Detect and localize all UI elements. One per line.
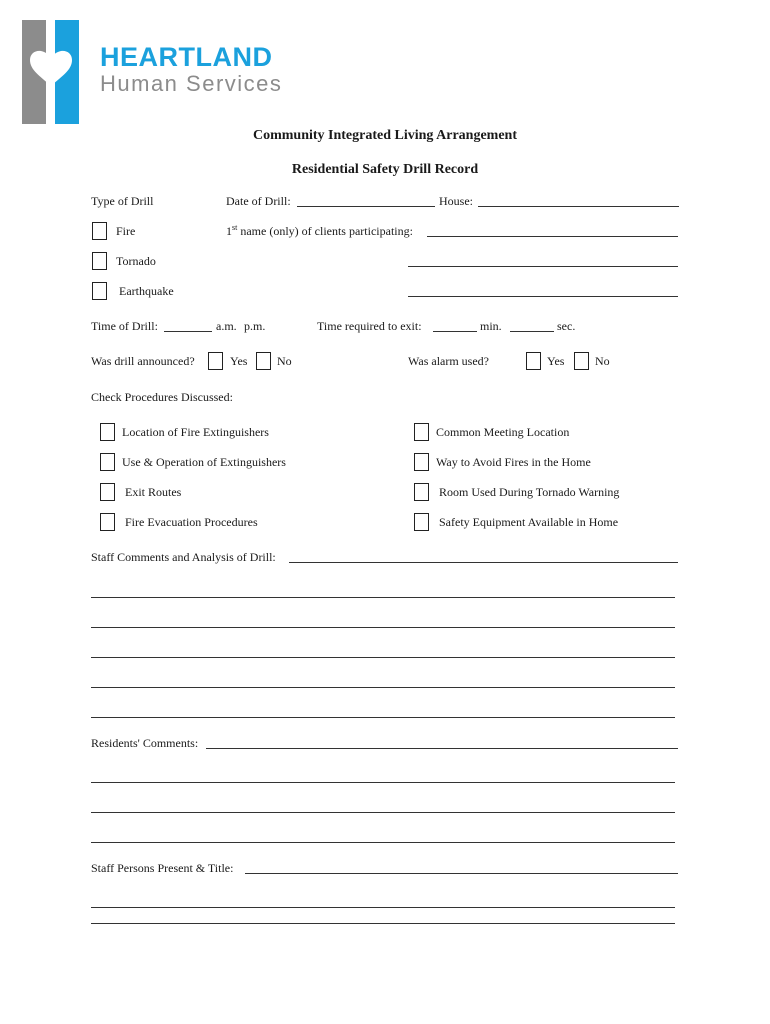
fire-checkbox[interactable] [92, 222, 107, 240]
time-of-drill-label: Time of Drill: [91, 319, 158, 333]
procedure-extinguisher-use-checkbox[interactable] [100, 453, 115, 471]
clients-field-3[interactable] [408, 296, 678, 297]
tornado-label: Tornado [116, 254, 156, 268]
pm-label: p.m. [244, 319, 266, 333]
time-required-label: Time required to exit: [317, 319, 422, 333]
form-title: Community Integrated Living Arrangement [252, 128, 518, 143]
staff-comments-line[interactable] [91, 717, 675, 718]
procedure-fire-evacuation-checkbox[interactable] [100, 513, 115, 531]
procedure-exit-routes-checkbox[interactable] [100, 483, 115, 501]
procedures-label: Check Procedures Discussed: [91, 390, 233, 404]
drill-announced-label: Was drill announced? [91, 354, 195, 368]
alarm-no-checkbox[interactable] [574, 352, 589, 370]
procedure-meeting-location-checkbox[interactable] [414, 423, 429, 441]
staff-comments-field[interactable] [289, 562, 678, 563]
residents-comments-line[interactable] [91, 782, 675, 783]
heartland-logo-icon [22, 20, 82, 124]
announced-no-checkbox[interactable] [256, 352, 271, 370]
min-label: min. [480, 319, 502, 333]
date-of-drill-label: Date of Drill: [226, 194, 291, 208]
procedure-label: Fire Evacuation Procedures [125, 515, 258, 529]
procedure-label: Location of Fire Extinguishers [122, 425, 269, 439]
logo [22, 20, 302, 124]
alarm-no-label: No [595, 354, 610, 368]
staff-comments-line[interactable] [91, 657, 675, 658]
procedure-label: Use & Operation of Extinguishers [122, 455, 286, 469]
procedure-label: Common Meeting Location [436, 425, 570, 439]
residents-comments-label: Residents' Comments: [91, 736, 199, 750]
procedure-safety-equipment-checkbox[interactable] [414, 513, 429, 531]
announced-yes-checkbox[interactable] [208, 352, 223, 370]
type-of-drill-label: Type of Drill [91, 194, 154, 208]
procedure-label: Way to Avoid Fires in the Home [436, 455, 591, 469]
staff-present-line[interactable] [91, 923, 675, 924]
procedure-avoid-fires-checkbox[interactable] [414, 453, 429, 471]
staff-present-label: Staff Persons Present & Title: [91, 861, 234, 875]
house-label: House: [439, 194, 473, 208]
earthquake-checkbox[interactable] [92, 282, 107, 300]
minutes-field[interactable] [433, 331, 477, 332]
staff-comments-line[interactable] [91, 627, 675, 628]
residents-comments-line[interactable] [91, 812, 675, 813]
alarm-yes-checkbox[interactable] [526, 352, 541, 370]
clients-field-1[interactable] [427, 236, 678, 237]
procedure-label: Room Used During Tornado Warning [439, 485, 620, 499]
staff-comments-line[interactable] [91, 687, 675, 688]
house-field[interactable] [478, 206, 679, 207]
procedure-label: Safety Equipment Available in Home [439, 515, 619, 529]
announced-no-label: No [277, 354, 292, 368]
residents-comments-line[interactable] [91, 842, 675, 843]
time-of-drill-field[interactable] [164, 331, 212, 332]
staff-comments-label: Staff Comments and Analysis of Drill: [91, 550, 276, 564]
announced-yes-label: Yes [230, 354, 248, 368]
procedure-fire-extinguisher-location-checkbox[interactable] [100, 423, 115, 441]
sec-label: sec. [557, 319, 576, 333]
clients-field-2[interactable] [408, 266, 678, 267]
brand-tagline: Human Services [100, 71, 283, 96]
residents-comments-field[interactable] [206, 748, 678, 749]
seconds-field[interactable] [510, 331, 554, 332]
date-of-drill-field[interactable] [297, 206, 435, 207]
am-label: a.m. [216, 319, 237, 333]
staff-comments-line[interactable] [91, 597, 675, 598]
brand-name: HEARTLAND [100, 42, 273, 72]
form-subtitle: Residential Safety Drill Record [291, 162, 479, 177]
procedure-label: Exit Routes [125, 485, 182, 499]
staff-present-field[interactable] [245, 873, 678, 874]
tornado-checkbox[interactable] [92, 252, 107, 270]
procedure-tornado-room-checkbox[interactable] [414, 483, 429, 501]
staff-present-line[interactable] [91, 907, 675, 908]
clients-participating-label: 1st name (only) of clients participating: [226, 223, 413, 238]
alarm-used-label: Was alarm used? [408, 354, 489, 368]
fire-label: Fire [116, 224, 136, 238]
alarm-yes-label: Yes [547, 354, 565, 368]
earthquake-label: Earthquake [119, 284, 174, 298]
